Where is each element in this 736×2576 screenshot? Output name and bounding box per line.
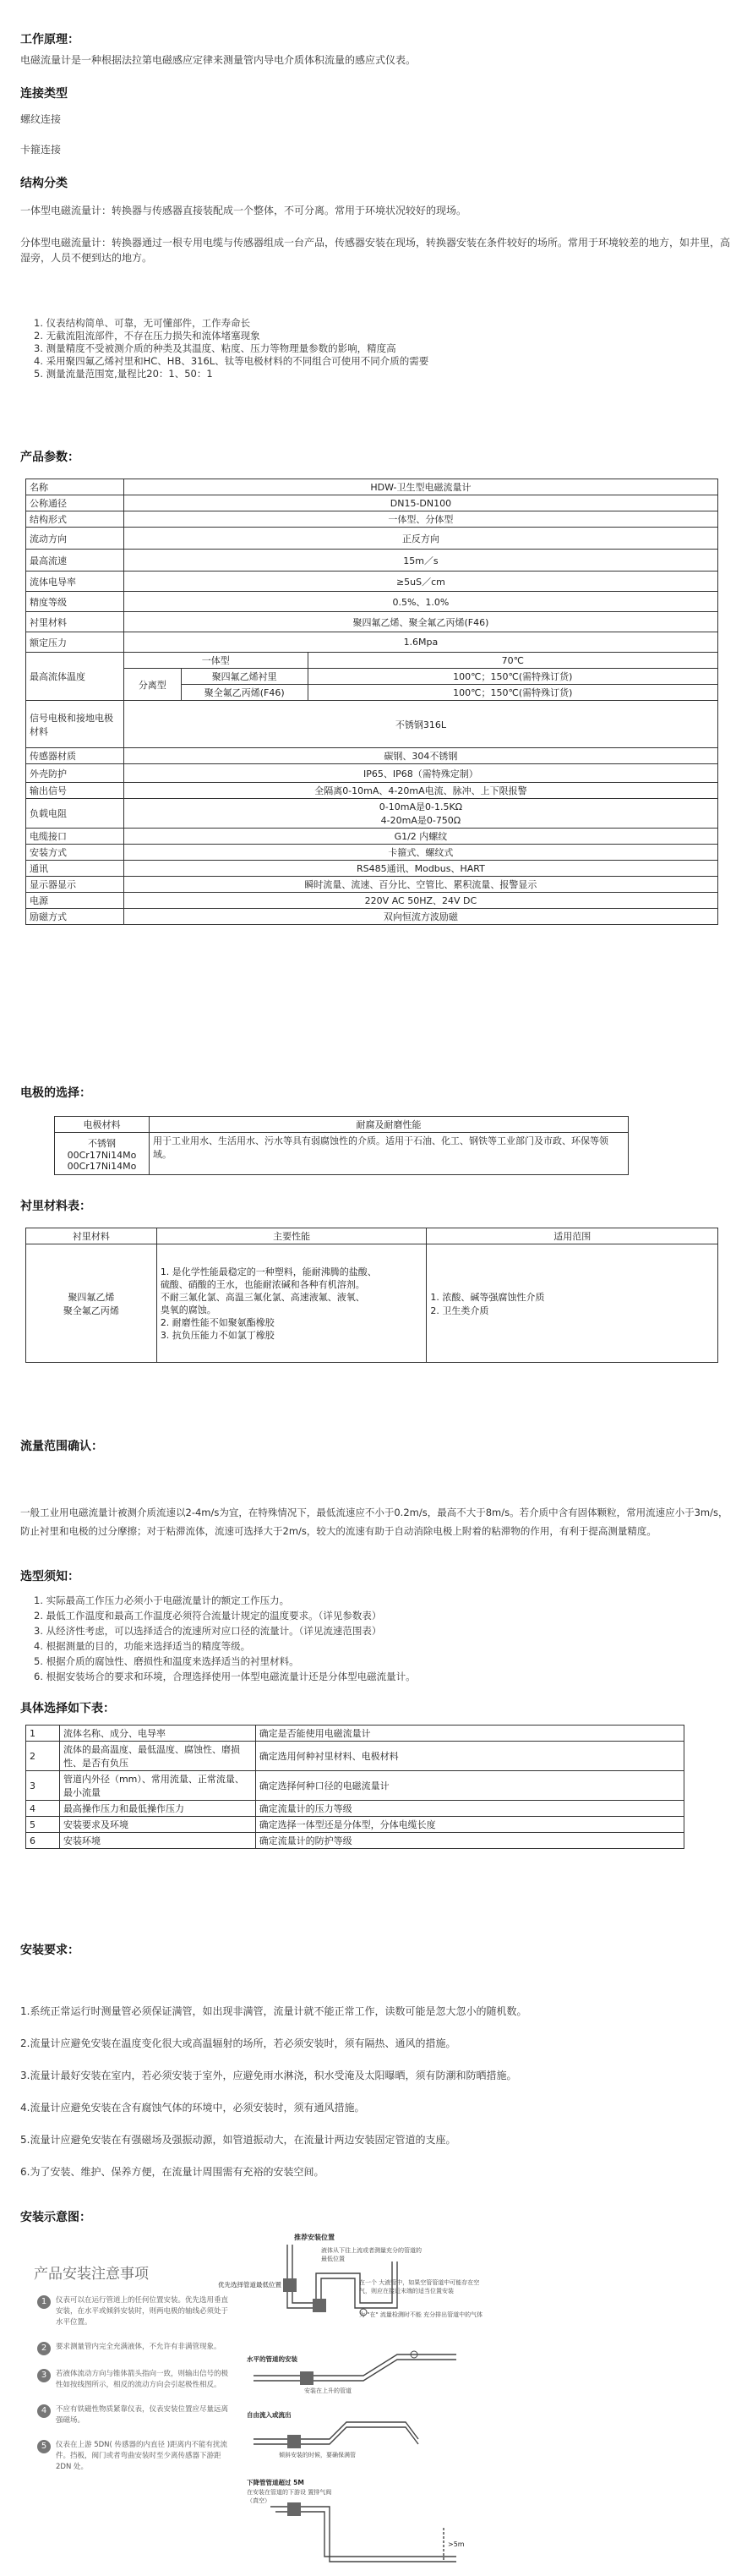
electrode-material-1: 不锈钢 xyxy=(87,1137,116,1149)
select-table-heading: 具体选择如下表： xyxy=(20,1702,115,1715)
selection-item: 4. 根据测量的目的，功能来选择适当的精度等级。 xyxy=(34,1640,251,1652)
temp-ptfe-val: 100℃；150℃(需特殊订货) xyxy=(308,669,717,685)
structure-split: 分体型电磁流量计：转换器通过一根专用电缆与传感器组成一台产品，传感器安装在现场，转换器安装在条件较好的场所。常用于环境较差的地方，如井里，高湿旁，人员不便到达的地方。 xyxy=(20,237,731,264)
table-row xyxy=(26,550,718,572)
table-row xyxy=(26,612,718,632)
electrode-col-performance: 耐腐及耐磨性能 xyxy=(149,1117,628,1133)
param-value: 15m／s xyxy=(123,550,717,572)
note-number-icon: 1 xyxy=(37,2295,51,2309)
note-item xyxy=(37,2369,232,2391)
param-key: 显示器显示 xyxy=(26,877,124,893)
note-text: 仪表在上游 5DN( 传感器的内直径 )距离内不能有扰流件。挡板，阀门或者弯曲安装时至少离传感器下游距 2DN 处。 xyxy=(56,2441,228,2471)
param-value xyxy=(123,799,717,829)
electrode-desc: 用于工业用水、生活用水、污水等具有弱腐蚀性的介质。适用于石油、化工、钢铁等工业部门及市政、环保等领域。 xyxy=(149,1133,628,1175)
param-value: 碳钢、304不锈钢 xyxy=(123,748,717,764)
feature-item: 5. 测量流量范围宽,量程比20：1、50：1 xyxy=(34,368,213,380)
meter-icon xyxy=(313,2299,326,2312)
param-value: 220V AC 50HZ、24V DC xyxy=(123,893,717,909)
row-result: 确定选择何种口径的电磁流量计 xyxy=(255,1771,684,1801)
note-text: 仪表可以在运行管道上的任何位置安装。优先选用垂直安装，在水平或倾斜安装时，则两电极的轴线必须处于水平位置。 xyxy=(56,2296,229,2327)
label-drop: 下降管管道超过 5M xyxy=(247,2479,304,2486)
note-item xyxy=(37,2295,232,2328)
param-key: 公称通径 xyxy=(26,495,124,511)
lining-range xyxy=(427,1244,718,1363)
lining-props xyxy=(156,1244,427,1363)
note-number-icon: 2 xyxy=(37,2342,51,2355)
table-row xyxy=(26,783,718,799)
structure-heading: 结构分类 xyxy=(20,177,68,190)
table-row xyxy=(26,748,718,764)
param-key: 通讯 xyxy=(26,861,124,877)
param-key: 信号电极和接地电极材料 xyxy=(26,701,124,748)
param-key: 额定压力 xyxy=(26,632,124,653)
flow-text: 一般工业用电磁流量计被测介质流速以2-4m/s为宜，在特殊情况下，最低流速应不小于0.2m/s，最高不大于8m/s。若介质中含有固体颗粒，常用流速应小于3m/s，防止衬里和电极的过分摩擦；对于粘滞流体，流速可选择大于2m/s，较大的流速有助于自动消除电极上附着的粘滞物的作用，有利于提高测量精度。 xyxy=(20,1507,728,1537)
lining-range-item: 2. 卫生类介质 xyxy=(430,1304,489,1316)
table-row xyxy=(26,1833,684,1849)
row-result: 确定流量计的防护等级 xyxy=(255,1833,684,1849)
install-item: 1.系统正常运行时测量管必须保证满管，如出现非满管，流量计就不能正常工作，读数可能是忽大忽小的随机数。 xyxy=(20,2005,527,2017)
param-key: 输出信号 xyxy=(26,783,124,799)
note-item xyxy=(37,2440,232,2473)
param-value: 一体型、分体型 xyxy=(123,511,717,528)
label-horizontal: 水平的管道的安装 xyxy=(247,2355,297,2363)
row-number: 1 xyxy=(26,1726,60,1742)
row-condition: 安装要求及环境 xyxy=(59,1817,255,1833)
feature-item: 1. 仪表结构简单、可靠，无可懂部件，工作寿命长 xyxy=(34,317,251,329)
param-key: 结构形式 xyxy=(26,511,124,528)
selection-list xyxy=(34,1593,416,1684)
table-row xyxy=(26,1228,718,1244)
electrode-heading: 电极的选择： xyxy=(20,1086,91,1100)
label-r1: 液体从下往上流或者测量充分的管道的最低位置 xyxy=(321,2247,422,2262)
install-item: 6.为了安装、维护、保养方便，在流量计周围需有充裕的安装空间。 xyxy=(20,2166,324,2178)
note-text: 不应有铁磁性物质紧靠仪表，仪表安装位置应尽量远离强磁场。 xyxy=(56,2405,229,2425)
row-number: 5 xyxy=(26,1817,60,1833)
table-row xyxy=(55,1117,629,1133)
table-row xyxy=(26,1244,718,1363)
table-row xyxy=(26,701,718,748)
row-number: 2 xyxy=(26,1742,60,1771)
param-value: 瞬时流量、流速、百分比、空管比、累积流量、报警显示 xyxy=(123,877,717,893)
param-key: 最高流速 xyxy=(26,550,124,572)
note-item xyxy=(37,2342,232,2355)
param-value: 1.6Mpa xyxy=(123,632,717,653)
row-result: 确定是否能使用电磁流量计 xyxy=(255,1726,684,1742)
table-row xyxy=(55,1133,629,1175)
row-result: 确定流量计的压力等级 xyxy=(255,1801,684,1817)
label-r3: 为 "在" 流量检测时不能 充分排出管道中的气体 xyxy=(359,2311,483,2318)
param-value: 聚四氟乙烯、聚全氟乙丙烯(F46) xyxy=(123,612,717,632)
row-result: 确定选用何种衬里材料、电极材料 xyxy=(255,1742,684,1771)
lining-heading: 衬里材料表： xyxy=(20,1200,91,1213)
features-list xyxy=(34,317,428,380)
lining-material-1: 聚四氟乙烯 xyxy=(68,1291,115,1303)
flow-heading: 流量范围确认： xyxy=(20,1440,103,1453)
row-condition: 流体的最高温度、最低温度、腐蚀性、磨损性、是否有负压 xyxy=(59,1742,255,1771)
label-h1: 安装在上升的管道 xyxy=(304,2387,352,2394)
param-value: DN15-DN100 xyxy=(123,495,717,511)
lining-table xyxy=(25,1228,718,1363)
temp-ptfe: 聚四氟乙烯衬里 xyxy=(181,669,308,685)
diagram-title: 产品安装注意事项 xyxy=(34,2266,149,2283)
row-condition: 管道内外径（mm）、常用流量、正常流量、最小流量 xyxy=(59,1771,255,1801)
param-value: 卡箍式、螺纹式 xyxy=(123,845,717,861)
table-row xyxy=(26,632,718,653)
label-free: 自由流入或流出 xyxy=(247,2411,292,2419)
electrode-table xyxy=(54,1116,629,1175)
param-key: 外壳防护 xyxy=(26,764,124,783)
param-key: 电缆接口 xyxy=(26,829,124,845)
param-key: 名称 xyxy=(26,479,124,495)
note-text: 若液体流动方向与锥体箭头指向一致，则输出信号的极性如按线图所示，相反的流动方向会引起极性相反。 xyxy=(56,2370,229,2389)
install-item: 3.流量计最好安装在室内，若必须安装于室外，应避免雨水淋浇，积水受淹及太阳曝晒，须有防潮和防晒措施。 xyxy=(20,2070,517,2081)
param-key: 安装方式 xyxy=(26,845,124,861)
table-row xyxy=(26,1771,684,1801)
select-table xyxy=(25,1725,684,1849)
note-number-icon: 5 xyxy=(37,2440,51,2453)
lining-col-props: 主要性能 xyxy=(156,1228,427,1244)
selection-heading: 选型须知： xyxy=(20,1570,79,1583)
meter-icon xyxy=(300,2371,313,2385)
table-row xyxy=(26,829,718,845)
lining-prop: 1. 是化学性能最稳定的一种塑料，能耐沸腾的盐酸、 xyxy=(160,1266,377,1277)
load-resistance-1: 0-10mA是0-1.5KΩ xyxy=(379,801,463,812)
param-key: 负载电阻 xyxy=(26,799,124,829)
param-value: IP65、IP68（需特殊定制） xyxy=(123,764,717,783)
install-item: 4.流量计应避免安装在含有腐蚀气体的环境中，必须安装时，须有通风措施。 xyxy=(20,2102,365,2114)
param-value: HDW-卫生型电磁流量计 xyxy=(123,479,717,495)
table-row xyxy=(26,799,718,829)
selection-item: 5. 根据介质的腐蚀性、磨损性和温度来选择适当的衬里材料。 xyxy=(34,1655,299,1667)
electrode-material-2: 00Cr17Ni14Mo xyxy=(67,1149,137,1161)
param-value: RS485通讯、Modbus、HART xyxy=(123,861,717,877)
table-row xyxy=(26,592,718,612)
param-key: 传感器材质 xyxy=(26,748,124,764)
feature-item: 2. 无截流阻流部件，不存在压力损失和流体堵塞现象 xyxy=(34,330,260,342)
param-key: 衬里材料 xyxy=(26,612,124,632)
table-row xyxy=(26,893,718,909)
diagram-heading: 安装示意图： xyxy=(20,2211,91,2224)
note-number-icon: 4 xyxy=(37,2404,51,2418)
lining-prop: 臭氧的腐蚀。 xyxy=(160,1304,216,1315)
table-row xyxy=(26,572,718,592)
label-recommend: 推荐安装位置 xyxy=(294,2234,335,2241)
table-row xyxy=(26,653,718,669)
temp-integral: 一体型 xyxy=(123,653,308,669)
selection-item: 6. 根据安装场合的要求和环境，合理选择使用一体型电磁流量计还是分体型电磁流量计。 xyxy=(34,1671,416,1682)
selection-item: 2. 最低工作温度和最高工作温度必须符合流量计规定的温度要求。（详见参数表） xyxy=(34,1610,382,1622)
label-avoid-low: 优先选择管道最低位置 xyxy=(218,2281,281,2289)
row-condition: 流体名称、成分、电导率 xyxy=(59,1726,255,1742)
lining-col-range: 适用范围 xyxy=(427,1228,718,1244)
electrode-col-material: 电极材料 xyxy=(55,1117,150,1133)
principle-text: 电磁流量计是一种根据法拉第电磁感应定律来测量管内导电介质体积流量的感应式仪表。 xyxy=(20,54,417,66)
temp-split: 分离型 xyxy=(123,669,181,701)
lining-material xyxy=(26,1244,157,1363)
table-row xyxy=(26,669,718,685)
meter-icon xyxy=(283,2278,297,2292)
param-key: 流动方向 xyxy=(26,528,124,550)
temp-integral-val: 70℃ xyxy=(308,653,717,669)
note-text: 要求测量管内完全充满液体，不允许有非满管现象。 xyxy=(56,2343,221,2351)
table-row xyxy=(26,845,718,861)
table-row xyxy=(26,1817,684,1833)
lining-prop: 不耐三氟化氯、高温三氟化氯、高速液氟、液氧、 xyxy=(160,1291,365,1303)
param-value: ≥5uS／cm xyxy=(123,572,717,592)
structure-integral: 一体型电磁流量计：转换器与传感器直接装配成一个整体，不可分离。常用于环境状况较好的现场。 xyxy=(20,205,467,216)
temp-f46-val: 100℃；150℃(需特殊订货) xyxy=(308,685,717,701)
param-value: 0.5%、1.0% xyxy=(123,592,717,612)
feature-item: 3. 测量精度不受被测介质的种类及其温度、粘度、压力等物理量参数的影响，精度高 xyxy=(34,342,396,354)
label-d1: 在安装在管道的下游设 置排气阀（真空） xyxy=(247,2489,332,2504)
install-item: 5.流量计应避免安装在有强磁场及强振动源，如管道振动大，在流量计两边安装固定管道的支座。 xyxy=(20,2134,456,2146)
row-number: 4 xyxy=(26,1801,60,1817)
lining-prop: 硫酸、硝酸的王水，也能耐浓碱和各种有机溶剂。 xyxy=(160,1278,365,1290)
install-diagram xyxy=(25,2228,499,2570)
param-key: 最高流体温度 xyxy=(26,653,124,701)
param-key: 流体电导率 xyxy=(26,572,124,592)
lining-material-2: 聚全氟乙丙烯 xyxy=(63,1304,119,1316)
param-value: G1/2 内螺纹 xyxy=(123,829,717,845)
table-row xyxy=(26,861,718,877)
table-row xyxy=(26,1801,684,1817)
lining-prop: 2. 耐磨性能不如聚氨酯橡胶 xyxy=(160,1316,275,1328)
table-row xyxy=(26,495,718,511)
lining-col-material: 衬里材料 xyxy=(26,1228,157,1244)
row-condition: 安装环境 xyxy=(59,1833,255,1849)
lining-prop: 3. 抗负压能力不如氯丁橡胶 xyxy=(160,1329,275,1341)
table-row xyxy=(26,479,718,495)
param-key: 精度等级 xyxy=(26,592,124,612)
param-value: 全隔离0-10mA、4-20mA电流、脉冲、上下限报警 xyxy=(123,783,717,799)
row-number: 6 xyxy=(26,1833,60,1849)
param-value: 正反方向 xyxy=(123,528,717,550)
note-item xyxy=(37,2404,232,2426)
label-d2: >5m xyxy=(448,2540,465,2548)
table-row xyxy=(26,1742,684,1771)
connection-item: 螺纹连接 xyxy=(20,113,62,125)
label-r2: 在一个 大液管中，如果空管管道中可能存在空气，则应在接近末端的适当位置安装 xyxy=(359,2279,480,2294)
temp-f46: 聚全氟乙丙烯(F46) xyxy=(181,685,308,701)
row-result: 确定选择一体型还是分体型，分体电缆长度 xyxy=(255,1817,684,1833)
params-table xyxy=(25,479,718,925)
selection-item: 3. 从经济性考虑，可以选择适合的流速所对应口径的流量计。（详见流速范围表） xyxy=(34,1625,382,1637)
connection-heading: 连接类型 xyxy=(20,87,68,101)
meter-icon xyxy=(287,2435,301,2448)
table-row xyxy=(26,511,718,528)
feature-item: 4. 采用聚四氟乙烯衬里和HC、HB、316L、钛等电极材料的不同组合可使用不同介质的需要 xyxy=(34,355,429,367)
connection-item: 卡箍连接 xyxy=(20,144,62,156)
electrode-material xyxy=(55,1133,150,1175)
electrode-material-3: 00Cr17Ni14Mo xyxy=(67,1160,137,1172)
diagram-notes xyxy=(37,2295,232,2473)
table-row xyxy=(26,528,718,550)
params-heading: 产品参数： xyxy=(20,451,79,464)
row-number: 3 xyxy=(26,1771,60,1801)
install-item: 2.流量计应避免安装在温度变化很大或高温辐射的场所，若必须安装时，须有隔热、通风的措施。 xyxy=(20,2037,456,2049)
table-row xyxy=(26,764,718,783)
param-value: 不锈钢316L xyxy=(123,701,717,748)
table-row xyxy=(26,877,718,893)
install-list xyxy=(20,2004,730,2179)
lining-range-item: 1. 浓酸、碱等强腐蚀性介质 xyxy=(430,1291,545,1303)
param-key: 电源 xyxy=(26,893,124,909)
row-condition: 最高操作压力和最低操作压力 xyxy=(59,1801,255,1817)
label-f1: 倾斜安装的时候，要确保满管 xyxy=(279,2452,356,2458)
principle-heading: 工作原理： xyxy=(20,33,79,46)
table-row xyxy=(26,1726,684,1742)
table-row xyxy=(26,909,718,925)
note-number-icon: 3 xyxy=(37,2369,51,2382)
install-heading: 安装要求： xyxy=(20,1944,79,1957)
load-resistance-2: 4-20mA是0-750Ω xyxy=(380,815,461,826)
param-value: 双向恒流方波励磁 xyxy=(123,909,717,925)
param-key: 励磁方式 xyxy=(26,909,124,925)
selection-item: 1. 实际最高工作压力必须小于电磁流量计的额定工作压力。 xyxy=(34,1594,290,1606)
